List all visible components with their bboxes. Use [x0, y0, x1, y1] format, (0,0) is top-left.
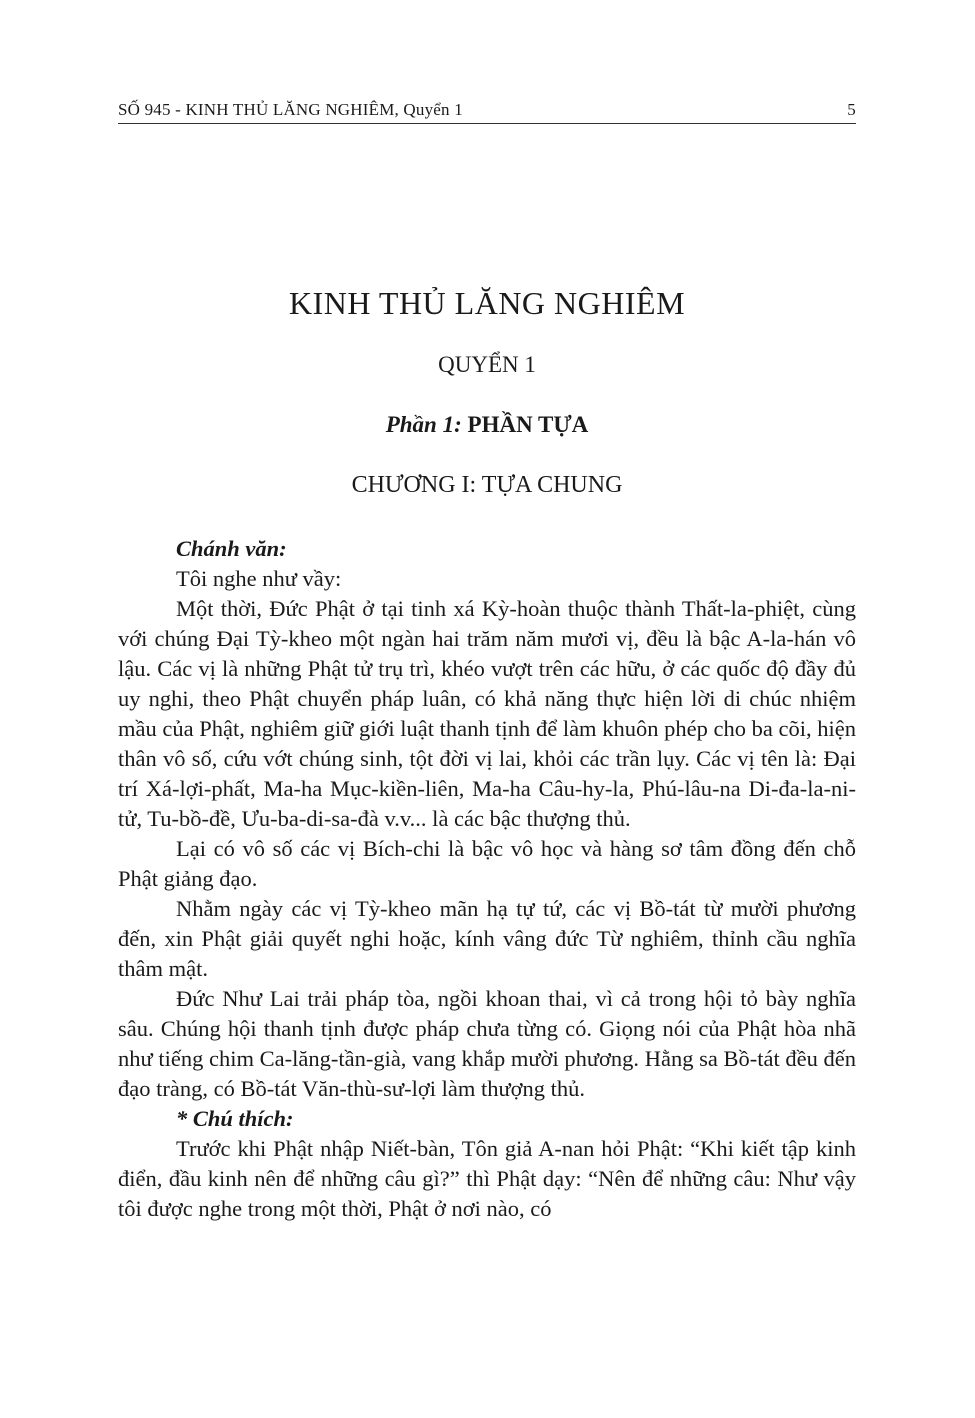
volume-title: QUYỂN 1 [438, 352, 536, 377]
paragraph: Đức Như Lai trải pháp tòa, ngồi khoan thai, vì cả trong hội tỏ bày nghĩa sâu. Chúng hội thanh tịnh được pháp chưa từng có. Giọng nói của Phật hòa nhã như tiếng chim Ca-lăng-tần-già, vang khắp mười phương. Hằng sa Bồ-tát đều đến đạo tràng, có Bồ-tát Văn-thù-sư-lợi làm thượng thủ. [118, 986, 856, 1101]
paragraph: Tôi nghe như vầy: [176, 566, 342, 591]
note-paragraph: Trước khi Phật nhập Niết-bàn, Tôn giả A-nan hỏi Phật: “Khi kiết tập kinh điển, đầu kinh nên để những câu gì?” thì Phật dạy: “Nên để những câu: Như vậy tôi được nghe trong một thời, Phật ở nơi nào, có [118, 1136, 856, 1221]
part-title [118, 412, 856, 438]
running-title: SỐ 945 - KINH THỦ LĂNG NGHIÊM, Quyển 1 [118, 100, 463, 119]
sutra-title: KINH THỦ LĂNG NGHIÊM [288, 285, 686, 321]
part-name: PHẦN TỰA [467, 412, 589, 437]
paragraph: Lại có vô số các vị Bích-chi là bậc vô học và hàng sơ tâm đồng đến chỗ Phật giảng đạo. [118, 836, 856, 891]
body-text [118, 534, 856, 1224]
chapter-title: CHƯƠNG I: TỰA CHUNG [351, 472, 623, 498]
page-number: 5 [847, 100, 856, 119]
paragraph: Một thời, Đức Phật ở tại tinh xá Kỳ-hoàn thuộc thành Thất-la-phiệt, cùng với chúng Đại Tỳ-kheo một ngàn hai trăm năm mươi vị, đều là bậc A-la-hán vô lậu. Các vị là những Phật tử trụ trì, khéo vượt trên các hữu, ở các quốc độ đầy đủ uy nghi, theo Phật chuyển pháp luân, có khả năng thực hiện lời di chúc nhiệm mầu của Phật, nghiêm giữ giới luật thanh tịnh để làm khuôn phép cho ba cõi, hiện thân vô số, cứu vớt chúng sinh, tột đời vị lai, khỏi các trần lụy. Các vị tên là: Đại trí Xá-lợi-phất, Ma-ha Mục-kiền-liên, Ma-ha Câu-hy-la, Phú-lâu-na Di-đa-la-ni-tử, Tu-bồ-đề, Ưu-ba-di-sa-đà v.v... là các bậc thượng thủ. [118, 596, 856, 831]
note-label: * Chú thích: [176, 1106, 294, 1131]
section-label: Chánh văn: [176, 536, 287, 561]
paragraph: Nhằm ngày các vị Tỳ-kheo mãn hạ tự tứ, các vị Bồ-tát từ mười phương đến, xin Phật giải quyết nghi hoặc, kính vâng đức Từ nghiêm, thỉnh cầu nghĩa thâm mật. [118, 896, 856, 981]
part-lead: Phần 1: [385, 412, 462, 437]
running-header [118, 100, 856, 124]
